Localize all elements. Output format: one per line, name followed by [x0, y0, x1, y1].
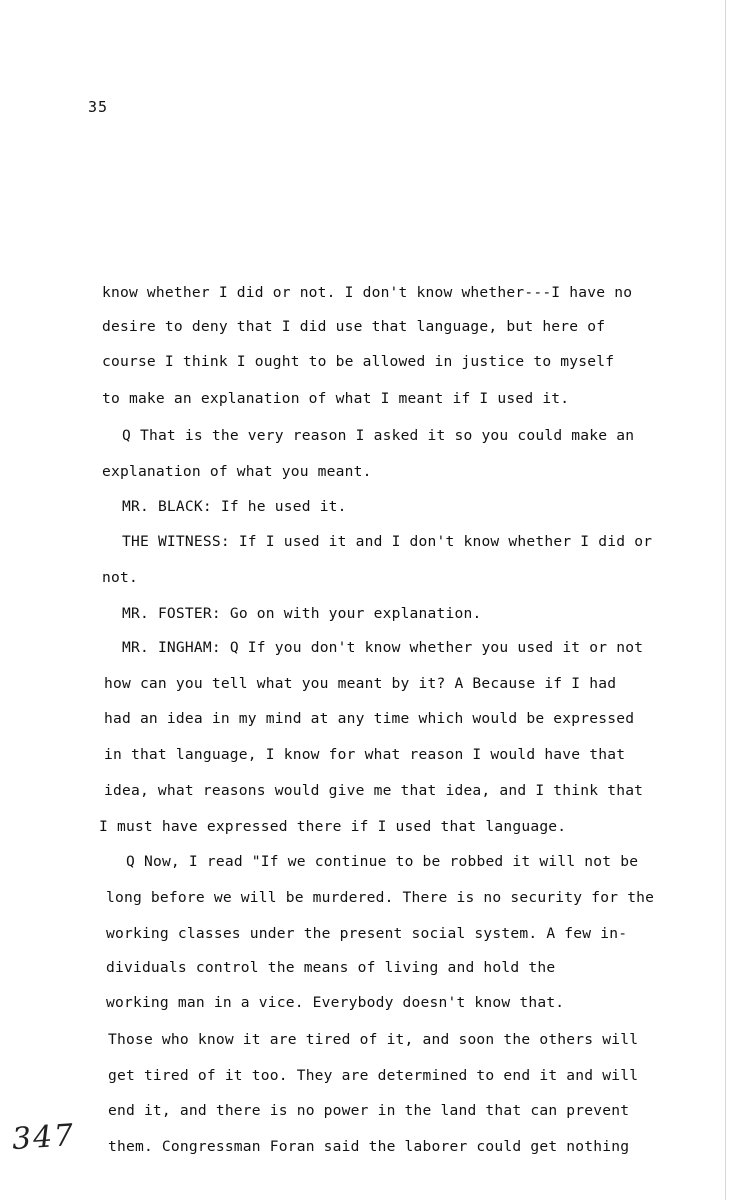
transcript-line: them. Congressman Foran said the laborer could get nothing — [108, 1138, 630, 1155]
transcript-line: not. — [102, 569, 138, 586]
transcript-line: I must have expressed there if I used that language. — [99, 818, 567, 835]
transcript-line: Q That is the very reason I asked it so you could make an — [122, 427, 635, 444]
page-edge — [725, 0, 726, 1200]
transcript-line: Those who know it are tired of it, and soon the others will — [108, 1031, 639, 1048]
transcript-line: MR. INGHAM: Q If you don't know whether you used it or not — [122, 639, 644, 656]
transcript-line: THE WITNESS: If I used it and I don't know whether I did or — [122, 533, 653, 550]
transcript-line: idea, what reasons would give me that idea, and I think that — [104, 782, 644, 799]
transcript-line: had an idea in my mind at any time which would be expressed — [104, 710, 635, 727]
transcript-line: how can you tell what you meant by it? A Because if I had — [104, 675, 617, 692]
handwritten-page-number: 347 — [10, 1117, 77, 1158]
transcript-line: Q Now, I read "If we continue to be robbed it will not be — [126, 853, 639, 870]
transcript-line: explanation of what you meant. — [102, 463, 372, 480]
transcript-line: working classes under the present social system. A few in- — [106, 925, 628, 942]
transcript-line: dividuals control the means of living and hold the — [106, 959, 556, 976]
page-number: 35 — [88, 98, 109, 116]
transcript-line: end it, and there is no power in the land that can prevent — [108, 1102, 630, 1119]
transcript-line: to make an explanation of what I meant if I used it. — [102, 390, 570, 407]
transcript-line: in that language, I know for what reason I would have that — [104, 746, 626, 763]
transcript-line: working man in a vice. Everybody doesn't know that. — [106, 994, 565, 1011]
transcript-line: long before we will be murdered. There is no security for the — [106, 889, 655, 906]
transcript-line: course I think I ought to be allowed in justice to myself — [102, 353, 615, 370]
transcript-line: MR. BLACK: If he used it. — [122, 498, 347, 515]
transcript-line: get tired of it too. They are determined to end it and will — [108, 1067, 639, 1084]
transcript-line: MR. FOSTER: Go on with your explanation. — [122, 605, 482, 622]
transcript-line: know whether I did or not. I don't know whether---I have no — [102, 284, 633, 301]
transcript-line: desire to deny that I did use that language, but here of — [102, 318, 606, 335]
